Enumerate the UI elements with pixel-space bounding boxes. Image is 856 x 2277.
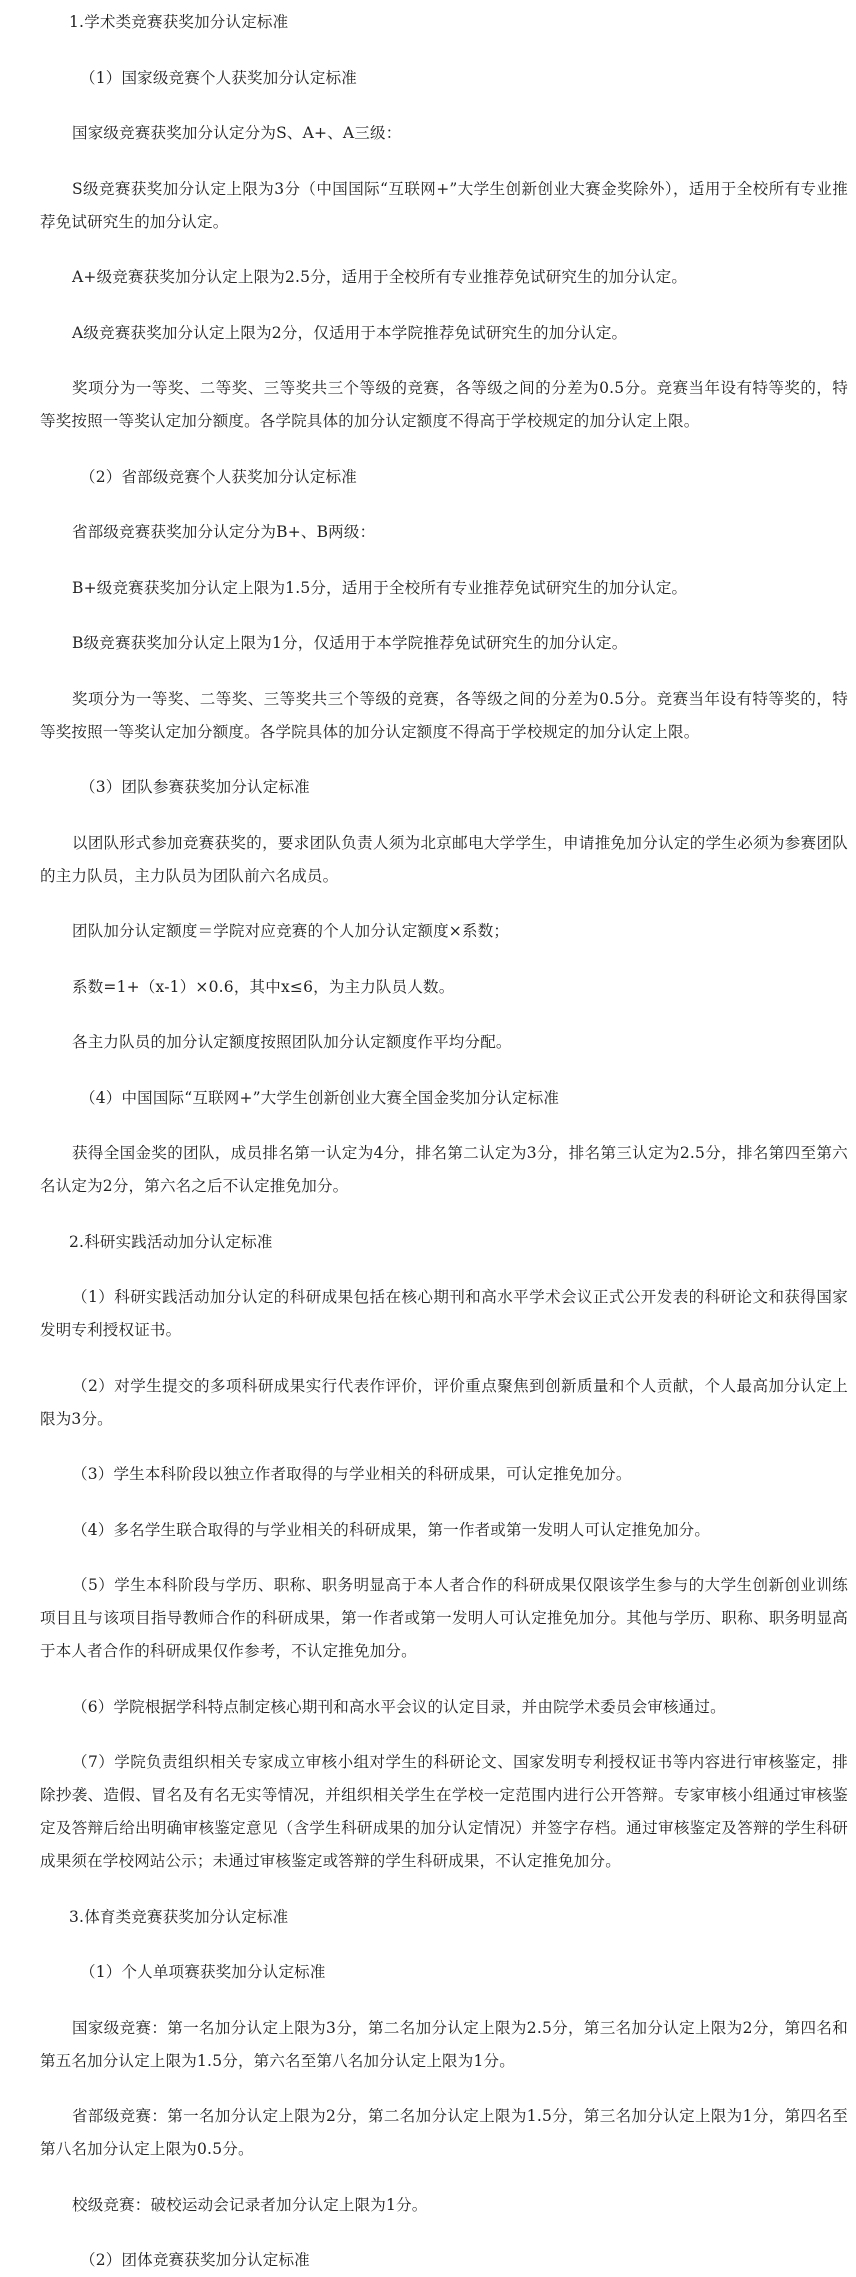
paragraph: 国家级竞赛：第一名加分认定上限为3分，第二名加分认定上限为2.5分，第三名加分认定上限为2分，第四名和第五名加分认定上限为1.5分，第六名至第八名加分认定上限为1分。 xyxy=(40,2018,848,2070)
subsection-heading: （4）中国国际“互联网+”大学生创新创业大赛全国金奖加分认定标准 xyxy=(80,1088,560,1107)
paragraph: 奖项分为一等奖、二等奖、三等奖共三个等级的竞赛，各等级之间的分差为0.5分。竞赛当年设有特等奖的，特等奖按照一等奖认定加分额度。各学院具体的加分认定额度不得高于学校规定的加分认定上限。 xyxy=(40,379,848,430)
section-heading: 3.体育类竞赛获奖加分认定标准 xyxy=(69,1907,289,1926)
paragraph: B级竞赛获奖加分认定上限为1分，仅适用于本学院推荐免试研究生的加分认定。 xyxy=(72,634,628,652)
paragraph: S级竞赛获奖加分认定上限为3分（中国国际“互联网+”大学生创新创业大赛金奖除外），适用于全校所有专业推荐免试研究生的加分认定。 xyxy=(40,179,848,231)
paragraph: A级竞赛获奖加分认定上限为2分，仅适用于本学院推荐免试研究生的加分认定。 xyxy=(72,323,628,342)
paragraph: 团队加分认定额度＝学院对应竞赛的个人加分认定额度×系数； xyxy=(72,922,510,940)
paragraph: 校级竞赛：破校运动会记录者加分认定上限为1分。 xyxy=(72,2195,428,2214)
paragraph: （3）学生本科阶段以独立作者取得的与学业相关的科研成果，可认定推免加分。 xyxy=(72,1465,632,1483)
paragraph: （2）对学生提交的多项科研成果实行代表作评价，评价重点聚焦到创新质量和个人贡献，个人最高加分认定上限为3分。 xyxy=(40,1376,848,1428)
section-heading: 2.科研实践活动加分认定标准 xyxy=(69,1232,273,1251)
paragraph: 省部级竞赛获奖加分认定分为B+、B两级： xyxy=(72,523,376,541)
paragraph: 系数=1+（x-1）×0.6，其中x≤6，为主力队员人数。 xyxy=(72,977,455,996)
paragraph: 以团队形式参加竞赛获奖的，要求团队负责人须为北京邮电大学学生，申请推免加分认定的学生必须为参赛团队的主力队员，主力队员为团队前六名成员。 xyxy=(40,833,848,885)
subsection-heading: （2）团体竞赛获奖加分认定标准 xyxy=(80,2251,310,2269)
subsection-heading: （1）国家级竞赛个人获奖加分认定标准 xyxy=(80,68,357,87)
paragraph: 国家级竞赛获奖加分认定分为S、A+、A三级： xyxy=(72,124,402,142)
subsection-heading: （1）个人单项赛获奖加分认定标准 xyxy=(80,1963,326,1981)
paragraph: （1）科研实践活动加分认定的科研成果包括在核心期刊和高水平学术会议正式公开发表的科研论文和获得国家发明专利授权证书。 xyxy=(40,1288,848,1339)
paragraph: 奖项分为一等奖、二等奖、三等奖共三个等级的竞赛，各等级之间的分差为0.5分。竞赛当年设有特等奖的，特等奖按照一等奖认定加分额度。各学院具体的加分认定额度不得高于学校规定的加分认定上限。 xyxy=(40,689,848,741)
paragraph: 各主力队员的加分认定额度按照团队加分认定额度作平均分配。 xyxy=(72,1033,512,1051)
paragraph: 省部级竞赛：第一名加分认定上限为2分，第二名加分认定上限为1.5分，第三名加分认定上限为1分，第四名至第八名加分认定上限为0.5分。 xyxy=(40,2107,848,2158)
paragraph: A+级竞赛获奖加分认定上限为2.5分，适用于全校所有专业推荐免试研究生的加分认定。 xyxy=(72,268,688,286)
subsection-heading: （3）团队参赛获奖加分认定标准 xyxy=(80,778,310,796)
paragraph: （7）学院负责组织相关专家成立审核小组对学生的科研论文、国家发明专利授权证书等内容进行审核鉴定，排除抄袭、造假、冒名及有名无实等情况，并组织相关学生在学校一定范围内进行公开答辩。专家审核小组通过审核鉴定及答辩后给出明确审核鉴定意见（含学生科研成果的加分认定情况）并签字存档。通过审核鉴定及答辩的学生科研成果须在学校网站公示；未通过审核鉴定或答辩的学生科研成果，不认定推免加分。 xyxy=(40,1753,848,1870)
paragraph: B+级竞赛获奖加分认定上限为1.5分，适用于全校所有专业推荐免试研究生的加分认定。 xyxy=(72,578,688,597)
paragraph: （6）学院根据学科特点制定核心期刊和高水平会议的认定目录，并由院学术委员会审核通过。 xyxy=(72,1697,726,1716)
subsection-heading: （2）省部级竞赛个人获奖加分认定标准 xyxy=(80,467,357,486)
paragraph: （5）学生本科阶段与学历、职称、职务明显高于本人者合作的科研成果仅限该学生参与的大学生创新创业训练项目且与该项目指导教师合作的科研成果，第一作者或第一发明人可认定推免加分。其他与学历、职称、职务明显高于本人者合作的科研成果仅作参考，不认定推免加分。 xyxy=(40,1576,848,1660)
paragraph: 获得全国金奖的团队，成员排名第一认定为4分，排名第二认定为3分，排名第三认定为2.5分，排名第四至第六名认定为2分，第六名之后不认定推免加分。 xyxy=(40,1144,848,1195)
paragraph: （4）多名学生联合取得的与学业相关的科研成果，第一作者或第一发明人可认定推免加分。 xyxy=(72,1520,711,1539)
section-heading: 1.学术类竞赛获奖加分认定标准 xyxy=(69,13,289,31)
